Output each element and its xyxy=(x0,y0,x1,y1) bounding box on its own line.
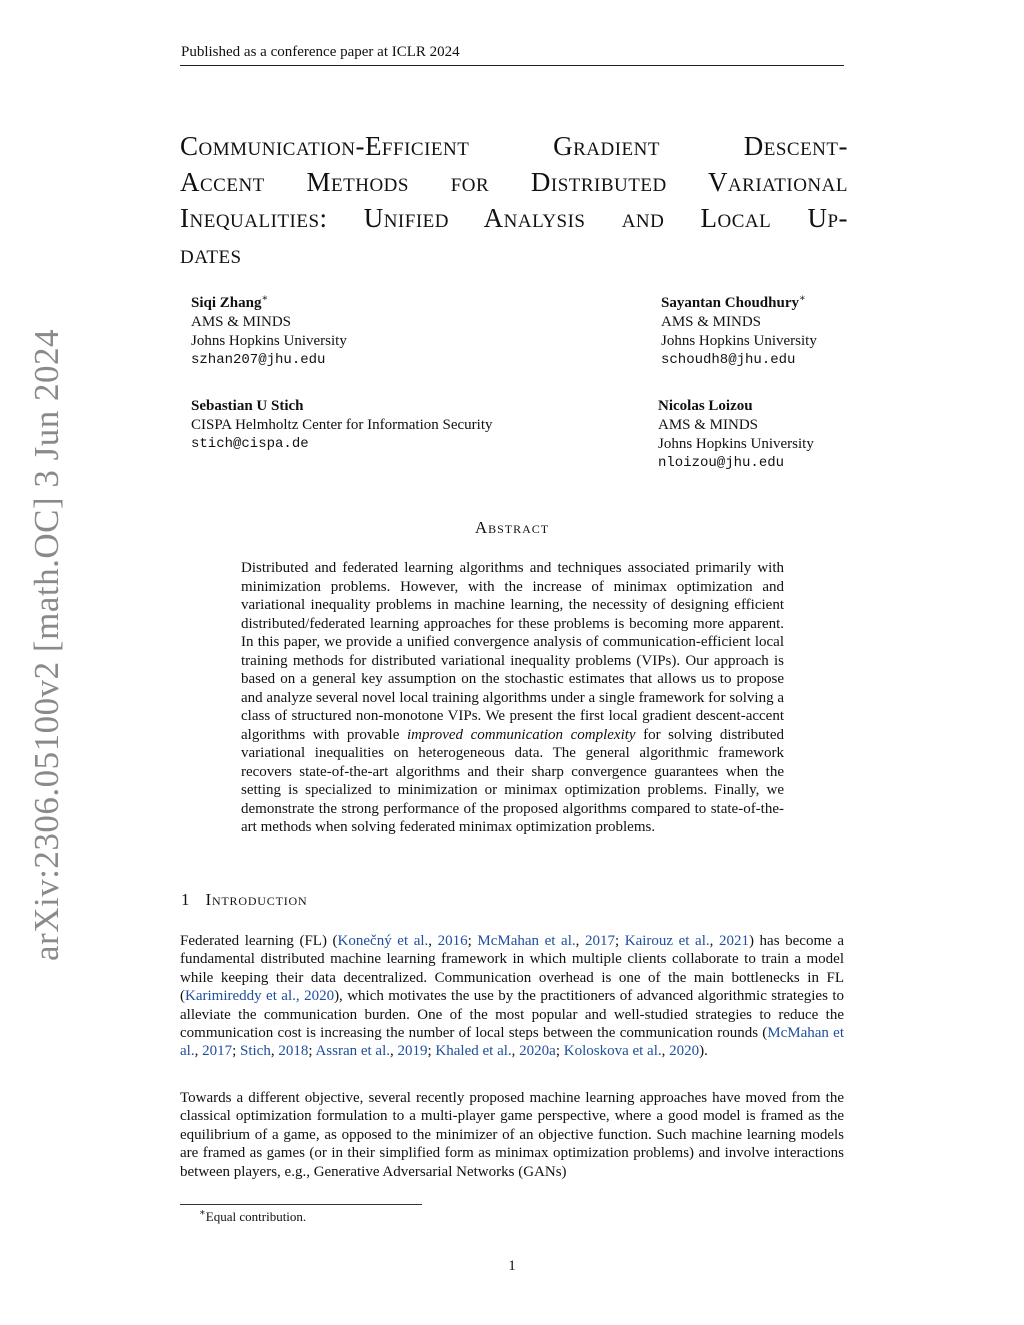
author-block-1 xyxy=(191,294,347,370)
abstract-heading: Abstract xyxy=(474,518,550,537)
author-block-4 xyxy=(658,397,814,473)
author-affiliation: Johns Hopkins University xyxy=(191,333,347,349)
citation-link[interactable]: 2020 xyxy=(304,988,335,1005)
citation-link[interactable]: Khaled et al. xyxy=(435,1043,512,1060)
author-name: Sayantan Choudhury xyxy=(661,295,799,311)
author-name: Sebastian U Stich xyxy=(191,398,304,414)
abstract-body xyxy=(241,559,784,837)
citation-link[interactable]: Karimireddy et al., xyxy=(185,988,300,1005)
intro-paragraph-2: Towards a different objective, several recently proposed machine learning approaches have moved from the classical optimization formulation to a multi-player game perspective, where a good model is framed as the equilibrium of a game, as opposed to the minimizer of an objective function. Such machine learning models are framed as games (or in their simplified form as minimax optimization problems) and involve interactions between players, e.g., Generative Adversarial Networks (GANs) xyxy=(180,1090,844,1180)
citation-link[interactable]: Koloskova et al. xyxy=(563,1043,662,1060)
citation-link[interactable]: Assran et al. xyxy=(315,1043,390,1060)
citation-link[interactable]: 2021 xyxy=(718,933,749,949)
author-affiliation: CISPA Helmholtz Center for Information Security xyxy=(191,417,493,433)
section-heading xyxy=(181,890,307,910)
author-name: Nicolas Loizou xyxy=(658,398,753,414)
author-email[interactable]: schoudh8@jhu.edu xyxy=(661,352,796,368)
header-rule xyxy=(180,65,844,66)
author-footnote-mark[interactable]: ∗ xyxy=(798,293,806,304)
paper-title xyxy=(180,128,848,272)
citation-link[interactable]: 2017 xyxy=(202,1043,233,1060)
author-email[interactable]: stich@cispa.de xyxy=(191,436,309,452)
intro-paragraph-1: Federated learning (FL) (Konečný et al., 2016; McMahan et al., 2017; Kairouz et al., 2021) has become a fundamental distributed machine learning framework in which multiple clients collaborate to train a model while keeping their data decentralized. Communication overhead is one of the main bottlenecks in FL (Karimireddy et al., 2020), which motivates the use by the practitioners of advanced algorithmic strategies to alleviate the communication burden. One of the most popular and well-studied strategies to reduce the communication cost is increasing the number of local steps between the communication rounds (McMahan et al., 2017; Stich, 2018; Assran et al., 2019; Khaled et al., 2020a; Koloskova et al., 2020). xyxy=(180,933,845,1060)
section-number: 1 xyxy=(181,890,190,909)
author-block-2 xyxy=(661,294,817,370)
arxiv-identifier: arXiv:2306.05100v2 [math.OC] 3 Jun 2024 xyxy=(27,329,66,961)
citation-link[interactable]: Konečný et al. xyxy=(337,933,429,949)
author-affiliation: Johns Hopkins University xyxy=(658,436,814,452)
citation-link[interactable]: Stich xyxy=(240,1043,271,1060)
abstract-text: Distributed and federated learning algorithms and techniques associated primarily with minimization problems. However, with the increase of minimax optimization and variational inequality problems in machine learning, the necessity of designing efficient distributed/federated learning approaches for these problems is becoming more apparent. In this paper, we provide a unified convergence analysis of communication-efficient local training methods for distributed variational inequality problems (VIPs). Our approach is based on a general key assumption on the stochastic estimates that allows us to propose and analyze several novel local training algorithms under a single framework for solving a class of structured non-monotone VIPs. We present the first local gradient descent-accent algorithms with provable xyxy=(241,560,784,743)
citation-link[interactable]: 2020a xyxy=(519,1043,556,1060)
citation-link[interactable]: McMahan et al. xyxy=(180,1025,844,1060)
title-line-1: Communication-Efficient Gradient Descent- xyxy=(180,131,848,161)
footnote-rule xyxy=(180,1204,422,1205)
citation-link[interactable]: 2016 xyxy=(437,933,468,949)
page-number: 1 xyxy=(508,1258,516,1274)
citation-link[interactable]: 2018 xyxy=(278,1043,309,1060)
footnote-text: Equal contribution. xyxy=(205,1209,307,1224)
abstract-text: for solving distributed variational inequalities on heterogeneous data. The general algorithmic framework recovers state-of-the-art algorithms and their sharp convergence guarantees when the setting is specialized to minimization or minimax optimization problems. Finally, we demonstrate the strong performance of the proposed algorithms compared to state-of-the-art methods when solving federated minimax optimization problems. xyxy=(241,726,785,835)
author-affiliation: AMS & MINDS xyxy=(658,417,759,433)
running-header: Published as a conference paper at ICLR 2024 xyxy=(181,44,460,60)
footnote xyxy=(199,1209,306,1225)
title-line-3: Inequalities: Unified Analysis and Local Up- xyxy=(180,203,848,233)
author-block-3 xyxy=(191,397,493,454)
footnote-mark: ∗ xyxy=(199,1207,206,1219)
author-affiliation: AMS & MINDS xyxy=(191,314,292,330)
author-affiliation: Johns Hopkins University xyxy=(661,333,817,349)
author-affiliation: AMS & MINDS xyxy=(661,314,762,330)
section-title: Introduction xyxy=(205,890,308,909)
author-email[interactable]: szhan207@jhu.edu xyxy=(191,352,326,368)
abstract-emphasis: improved communication complexity xyxy=(406,726,636,743)
citation-link[interactable]: Kairouz et al. xyxy=(624,933,710,949)
author-footnote-mark[interactable]: ∗ xyxy=(261,293,269,304)
author-name: Siqi Zhang xyxy=(191,295,262,311)
title-line-2: Accent Methods for Distributed Variational xyxy=(180,167,848,197)
citation-link[interactable]: 2019 xyxy=(397,1043,428,1060)
citation-link[interactable]: 2017 xyxy=(584,933,615,949)
citation-link[interactable]: McMahan et al. xyxy=(477,933,576,949)
citation-link[interactable]: 2020 xyxy=(669,1043,700,1060)
author-email[interactable]: nloizou@jhu.edu xyxy=(658,455,785,471)
title-line-4: dates xyxy=(180,239,242,269)
